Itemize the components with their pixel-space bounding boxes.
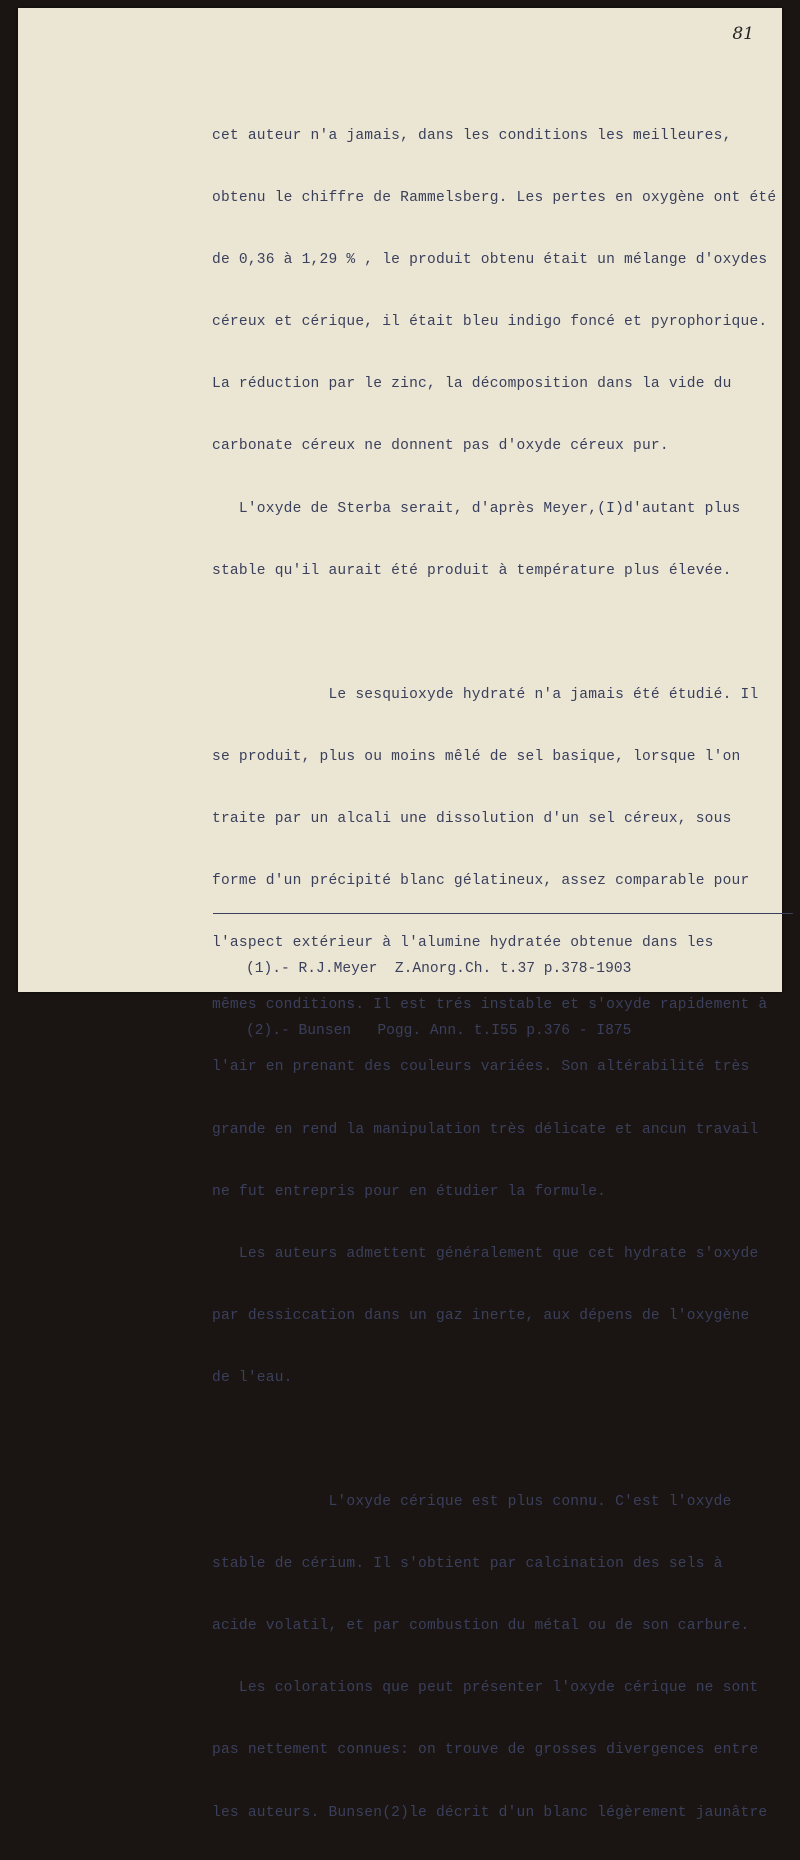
text-line	[212, 618, 792, 648]
text-line: carbonate céreux ne donnent pas d'oxyde céreux pur.	[212, 438, 669, 455]
text-line: L'oxyde cérique est plus connu. C'est l'oxyde	[212, 1494, 732, 1511]
text-line: pas nettement connues: on trouve de grosses divergences entre	[212, 1742, 759, 1759]
text-line: Les colorations que peut présenter l'oxyde cérique ne sont	[212, 1680, 759, 1697]
text-line: ne fut entrepris pour en étudier la formule.	[212, 1183, 607, 1200]
text-line: l'air en prenant des couleurs variées. Son altérabilité très	[212, 1059, 750, 1076]
text-line: obtenu le chiffre de Rammelsberg. Les pertes en oxygène ont été	[212, 190, 777, 207]
document-page	[18, 8, 782, 1821]
footnote-1: (1).- R.J.Meyer Z.Anorg.Ch. t.37 p.378-1903	[246, 961, 632, 977]
text-line: par dessiccation dans un gaz inerte, aux dépens de l'oxygène	[212, 1307, 750, 1324]
footnote-2: (2).- Bunsen Pogg. Ann. t.I55 p.376 - I875	[246, 1023, 632, 1039]
page-number: 81	[732, 24, 754, 44]
footnotes	[246, 922, 786, 1078]
text-line: l'aspect extérieur à l'alumine hydratée obtenue dans les	[212, 935, 714, 952]
text-line: grande en rend la manipulation très délicate et ancun travail	[212, 1121, 759, 1138]
text-line: les auteurs. Bunsen(2)le décrit d'un blanc légèrement jaunâtre	[212, 1804, 768, 1821]
text-line: stable de cérium. Il s'obtient par calcination des sels à	[212, 1556, 723, 1573]
text-line: céreux et cérique, il était bleu indigo foncé et pyrophorique.	[212, 314, 768, 331]
text-line: stable qu'il aurait été produit à température plus élevée.	[212, 562, 732, 579]
text-line: cet auteur n'a jamais, dans les conditions les meilleures,	[212, 128, 732, 144]
text-line: acide volatil, et par combustion du métal ou de son carbure.	[212, 1618, 750, 1635]
text-line: traite par un alcali une dissolution d'un sel céreux, sous	[212, 811, 732, 828]
text-line: L'oxyde de Sterba serait, d'après Meyer,(I)d'autant plus	[212, 500, 741, 517]
text-line: forme d'un précipité blanc gélatineux, assez comparable pour	[212, 873, 750, 890]
text-line: mêmes conditions. Il est trés instable et s'oxyde rapidement à	[212, 997, 768, 1014]
text-line: La réduction par le zinc, la décomposition dans la vide du	[212, 376, 732, 393]
text-line: de 0,36 à 1,29 % , le produit obtenu était un mélange d'oxydes	[212, 252, 768, 269]
text-line: Le sesquioxyde hydraté n'a jamais été étudié. Il	[212, 686, 759, 703]
text-line: Les auteurs admettent généralement que cet hydrate s'oxyde	[212, 1245, 759, 1262]
text-line: de l'eau.	[212, 1369, 293, 1386]
text-line	[212, 1425, 792, 1455]
footnote-divider	[213, 913, 793, 914]
text-line: se produit, plus ou moins mêlé de sel basique, lorsque l'on	[212, 748, 741, 765]
